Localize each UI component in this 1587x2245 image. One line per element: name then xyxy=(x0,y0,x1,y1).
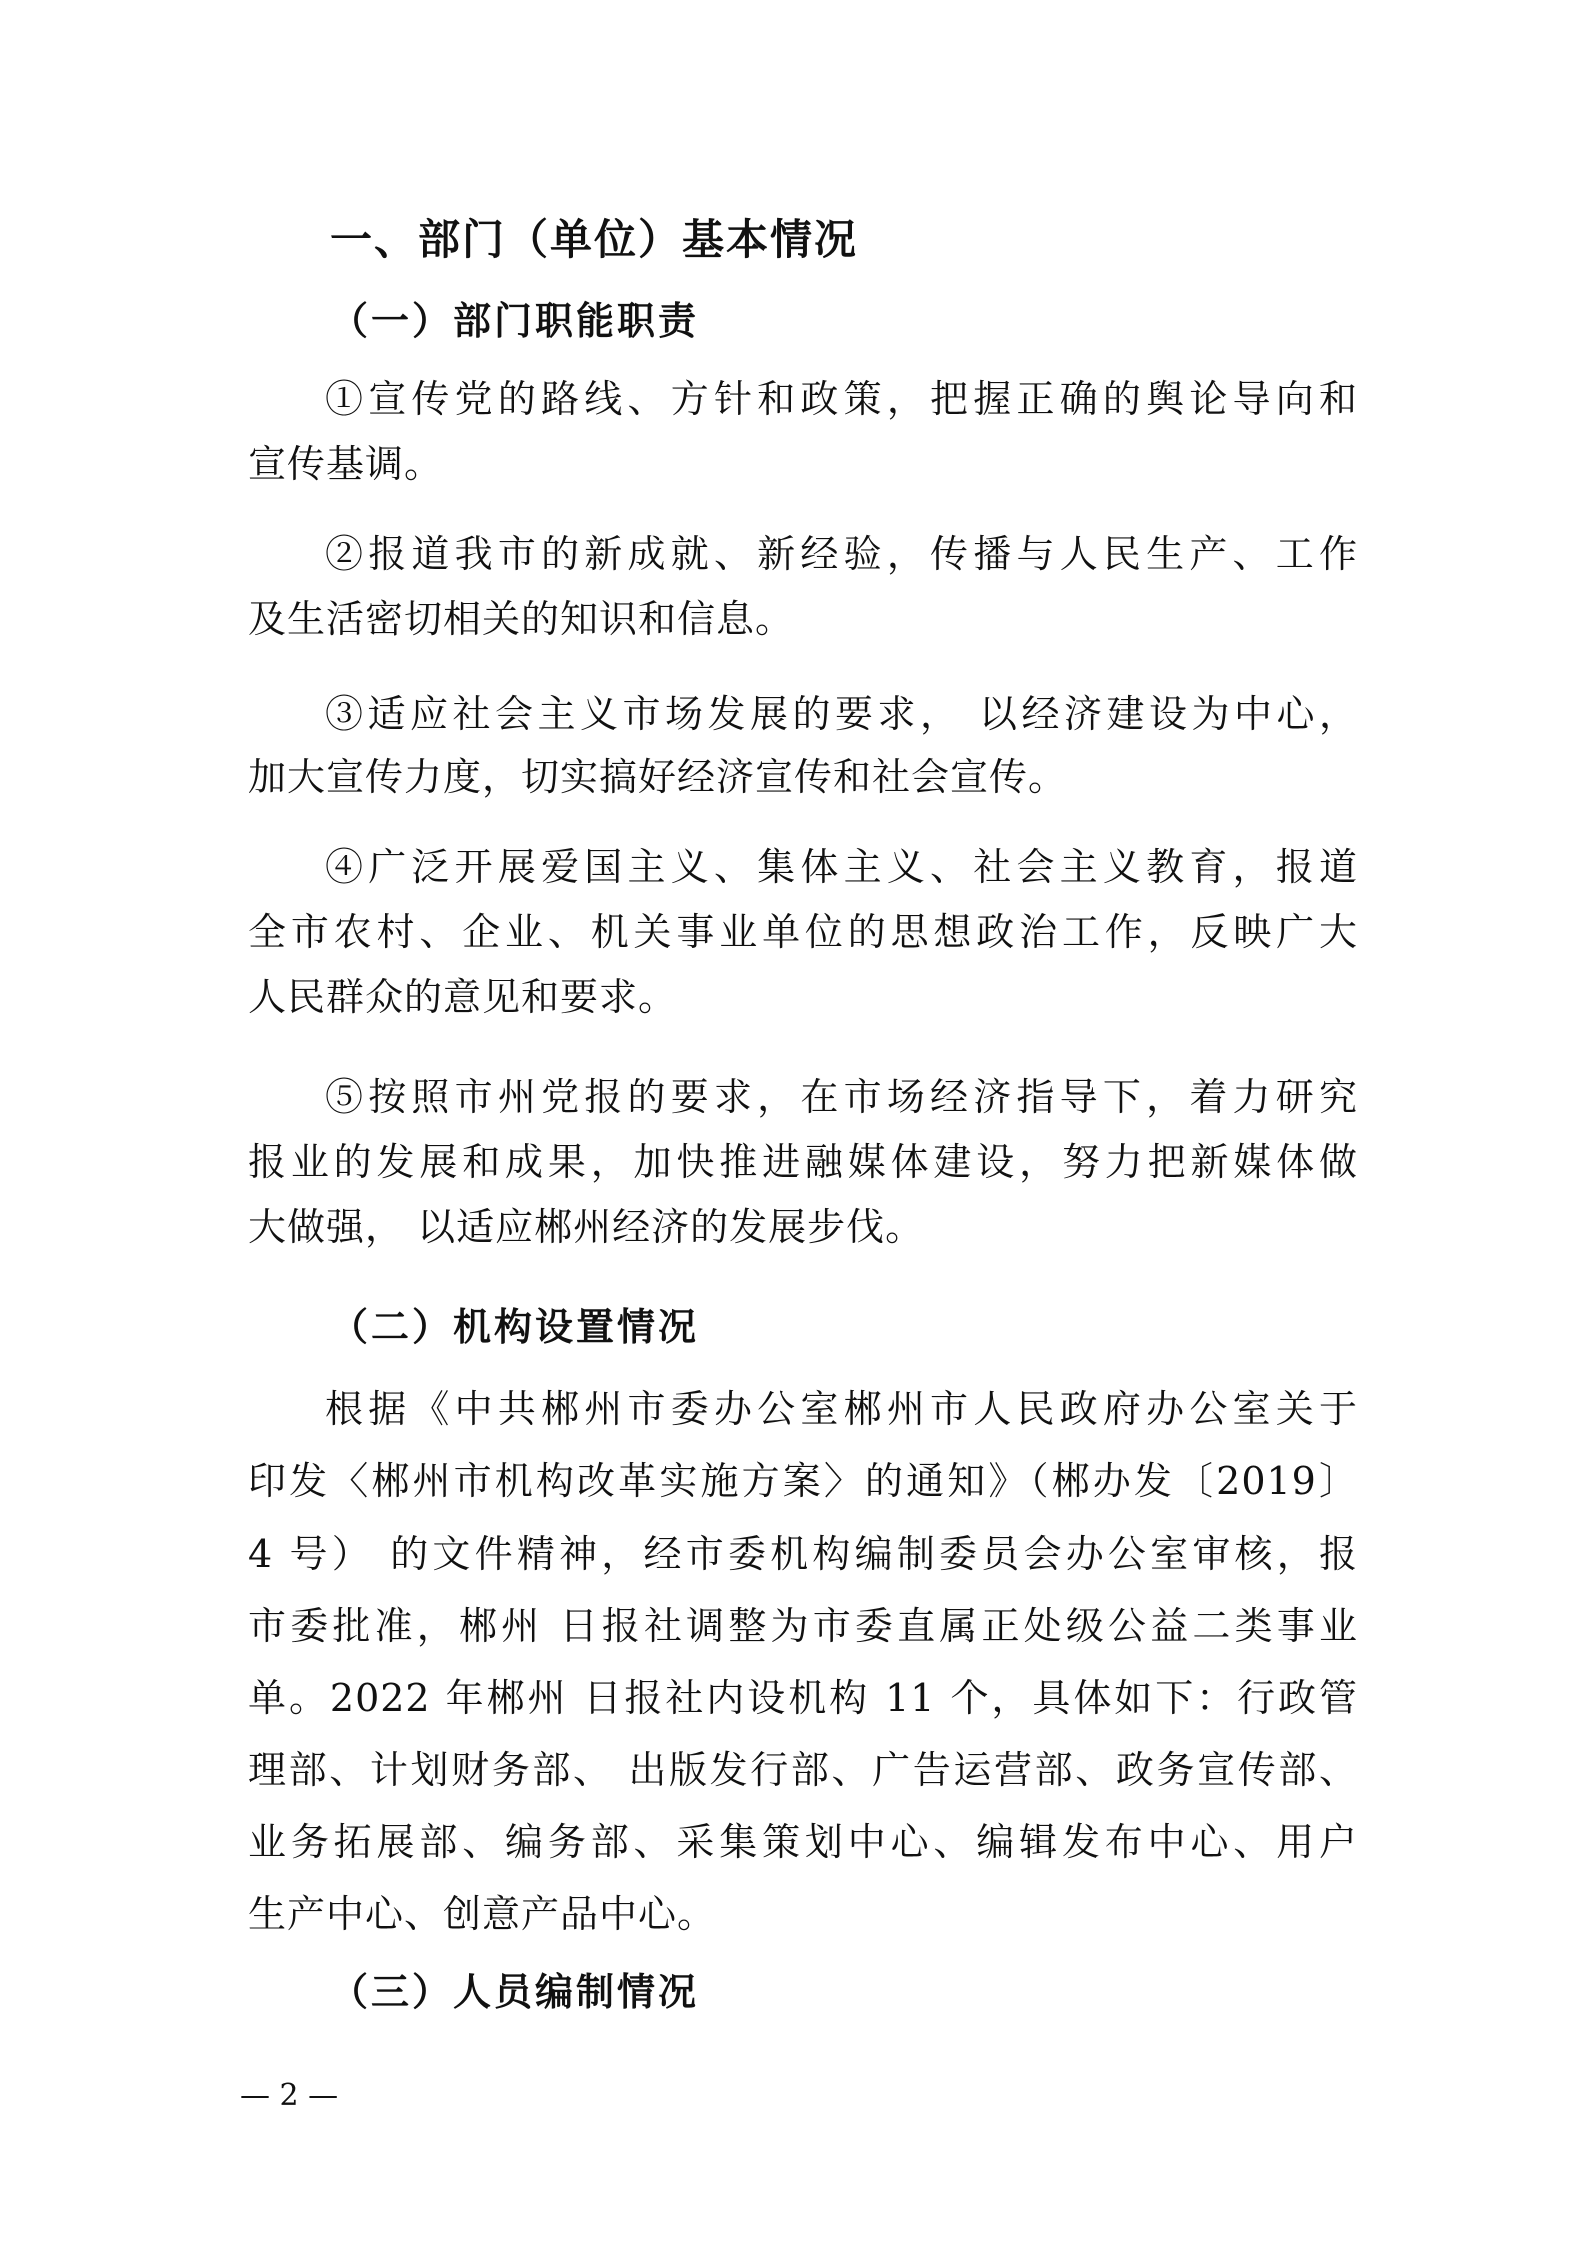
subsection-title-staffing: （三）人员编制情况 xyxy=(330,1969,700,2014)
function-item-2-line-1: ②报道我市的新成就、新经验，传播与人民生产、工作 xyxy=(325,532,1358,576)
function-item-1-line-2: 宣传基调。 xyxy=(248,442,444,486)
function-item-3-line-1: ③适应社会主义市场发展的要求， 以经济建设为中心， xyxy=(325,692,1358,736)
organization-line-8: 生产中心、创意产品中心。 xyxy=(248,1892,717,1936)
organization-line-2: 印发〈郴州市机构改革实施方案〉的通知》（郴办发〔2019〕 xyxy=(248,1459,1358,1503)
function-item-5-line-2: 报业的发展和成果，加快推进融媒体建设，努力把新媒体做 xyxy=(248,1140,1358,1184)
organization-line-4: 市委批准，郴州 日报社调整为市委直属正处级公益二类事业 xyxy=(248,1604,1358,1648)
organization-line-6: 理部、计划财务部、 出版发行部、广告运营部、政务宣传部、 xyxy=(248,1748,1358,1792)
function-item-4-line-3: 人民群众的意见和要求。 xyxy=(248,975,678,1019)
section-title: 一、部门（单位）基本情况 xyxy=(330,215,859,264)
subsection-title-organization: （二）机构设置情况 xyxy=(330,1304,700,1349)
function-item-3-line-2: 加大宣传力度，切实搞好经济宣传和社会宣传。 xyxy=(248,755,1068,799)
function-item-2-line-2: 及生活密切相关的知识和信息。 xyxy=(248,597,795,641)
page-number: — 2 — xyxy=(240,2078,339,2113)
function-item-4-line-2: 全市农村、企业、机关事业单位的思想政治工作，反映广大 xyxy=(248,910,1358,954)
organization-line-3: 4 号） 的文件精神，经市委机构编制委员会办公室审核，报 xyxy=(248,1532,1358,1576)
organization-line-1: 根据《中共郴州市委办公室郴州市人民政府办公室关于 xyxy=(325,1387,1358,1431)
organization-line-5: 单。2022 年郴州 日报社内设机构 11 个，具体如下：行政管 xyxy=(248,1676,1358,1720)
function-item-1-line-1: ①宣传党的路线、方针和政策，把握正确的舆论导向和 xyxy=(325,377,1358,421)
subsection-title-functions: （一）部门职能职责 xyxy=(330,298,700,343)
function-item-4-line-1: ④广泛开展爱国主义、集体主义、社会主义教育，报道 xyxy=(325,845,1358,889)
function-item-5-line-1: ⑤按照市州党报的要求，在市场经济指导下，着力研究 xyxy=(325,1075,1358,1119)
function-item-5-line-3: 大做强， 以适应郴州经济的发展步伐。 xyxy=(248,1205,925,1249)
organization-line-7: 业务拓展部、编务部、采集策划中心、编辑发布中心、用户 xyxy=(248,1820,1358,1864)
